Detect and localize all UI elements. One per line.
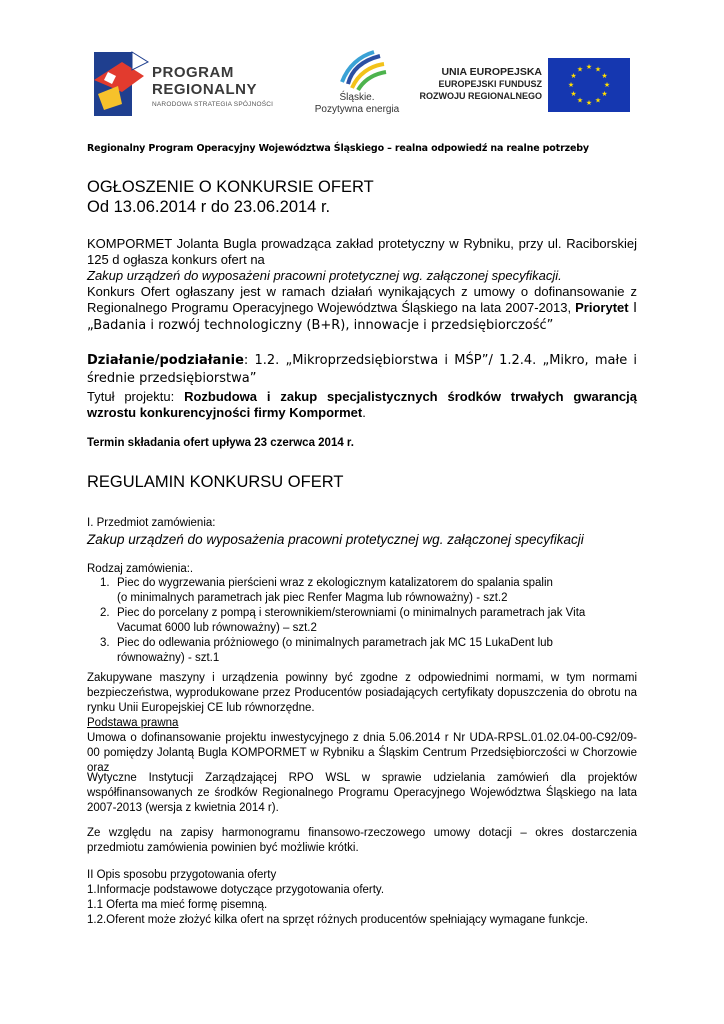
list-item-number: 1. bbox=[100, 577, 110, 589]
tagline: Regionalny Program Operacyjny Województwa Śląskiego – realna odpowiedź na realne potrzeby bbox=[87, 143, 589, 154]
legal-basis-agreement: Umowa o dofinansowanie projektu inwestycyjnego z dnia 5.06.2014 r Nr UDA-RPSL.01.02.04-00-C92/09-00 pomiędzy Jolantą Bugla KOMPORMET w Rybniku a Śląskim Centrum Przedsiębiorczości w Chorzowie oraz bbox=[87, 732, 637, 774]
order-type-label: Rodzaj zamówienia:. bbox=[87, 563, 194, 575]
action-label: Działanie/podziałanie bbox=[87, 353, 244, 368]
section1-title: I. Przedmiot zamówienia: bbox=[87, 517, 216, 529]
program-regionalny-logo bbox=[92, 50, 302, 120]
svg-text:★: ★ bbox=[601, 90, 608, 98]
list-item-line1: Piec do wygrzewania pierścieni wraz z ekologicznym katalizatorem do spalania spalin bbox=[117, 577, 553, 589]
regulations-title: REGULAMIN KONKURSU OFERT bbox=[87, 473, 344, 491]
project-title-paragraph bbox=[87, 389, 637, 421]
eu-logo-line3: ROZWOJU REGIONALNEGO bbox=[419, 91, 542, 101]
program-regionalny-emblem-icon bbox=[92, 50, 150, 118]
list-item-line2: (o minimalnych parametrach jak piec Renfer Magma lub równoważny) - szt.2 bbox=[117, 592, 508, 604]
program-logo-line1: PROGRAM bbox=[152, 64, 234, 81]
list-item bbox=[87, 636, 637, 666]
priority-text: I „Badania i rozwój technologiczny (B+R), innowacje i przedsiębiorczość” bbox=[87, 301, 637, 333]
legal-basis-label: Podstawa prawna bbox=[87, 717, 179, 729]
list-item-number: 2. bbox=[100, 607, 110, 619]
header-logos bbox=[0, 0, 724, 130]
svg-text:★: ★ bbox=[601, 72, 608, 80]
slaskie-logo bbox=[312, 48, 402, 118]
svg-text:★: ★ bbox=[603, 81, 611, 89]
project-title-end: . bbox=[362, 405, 366, 420]
announcement-dates: Od 13.06.2014 r do 23.06.2014 r. bbox=[87, 198, 331, 216]
action-text: : 1.2. „Mikroprzedsiębiorstwa i MŚP”/ 1.2.4. „Mikro, małe i średnie przedsiębiorstwa” bbox=[87, 353, 637, 386]
list-item-line2: równoważny) - szt.1 bbox=[117, 652, 220, 664]
project-title-label: Tytuł projektu: bbox=[87, 389, 185, 404]
action-paragraph bbox=[87, 352, 637, 388]
project-title: Rozbudowa i zakup specjalistycznych środków trwałych gwarancją wzrostu konkurencyjności firmy Kompormet bbox=[87, 389, 637, 420]
svg-text:★: ★ bbox=[576, 65, 584, 74]
intro-paragraph: KOMPORMET Jolanta Bugla prowadząca zakład protetyczny w Rybniku, przy ul. Raciborskiej 125 d ogłasza konkurs ofert na bbox=[87, 236, 637, 267]
svg-text:★: ★ bbox=[567, 81, 575, 89]
svg-text:★: ★ bbox=[576, 96, 584, 105]
list-item-line1: Piec do porcelany z pompą i sterownikiem/sterowniami (o minimalnych parametrach jak Vita bbox=[117, 607, 586, 619]
list-item-line2: Vacumat 6000 lub równoważny) – szt.2 bbox=[117, 622, 317, 634]
intro-program-paragraph bbox=[87, 284, 637, 334]
svg-text:★: ★ bbox=[585, 63, 593, 71]
section2-item: 1.Informacje podstawowe dotyczące przygotowania oferty. bbox=[87, 884, 385, 896]
section2-item: 1.2.Oferent może złożyć kilka ofert na sprzęt różnych producentów spełniający wymagane funkcje. bbox=[87, 914, 589, 926]
slaskie-logo-line1: Śląskie. bbox=[339, 92, 375, 103]
svg-text:★: ★ bbox=[585, 99, 593, 107]
section2-item: 1.1 Oferta ma mieć formę pisemną. bbox=[87, 899, 268, 911]
schedule-note: Ze względu na zapisy harmonogramu finansowo-rzeczowego umowy dotacji – okres dostarczenia przedmiotu zamówienia powinien być możliwie krótki. bbox=[87, 827, 637, 854]
program-logo-subtitle: NARODOWA STRATEGIA SPÓJNOŚCI bbox=[152, 101, 274, 108]
intro-program-text: Konkurs Ofert ogłaszany jest w ramach działań wynikających z umowy o dofinansowanie z Regionalnego Programu Operacyjnego Województwa Śląskiego na lata 2007-2013, bbox=[87, 284, 637, 315]
intro-subject: Zakup urządzeń do wyposażeni pracowni protetycznej wg. załączonej specyfikacji. bbox=[87, 268, 562, 283]
announcement-title: OGŁOSZENIE O KONKURSIE OFERT bbox=[87, 178, 374, 196]
deadline: Termin składania ofert upływa 23 czerwca 2014 r. bbox=[87, 437, 354, 449]
standards-paragraph: Zakupywane maszyny i urządzenia powinny być zgodne z odpowiednimi normami, w tym normami bezpieczeństwa, wyprodukowane przez Producentów posiadających certyfikaty dopuszczenia do obrotu na rynku Unii Europejskiej CE lub równorzędne. bbox=[87, 672, 637, 714]
eu-logo-line1: UNIA EUROPEJSKA bbox=[441, 66, 542, 78]
list-item-number: 3. bbox=[100, 637, 110, 649]
eu-logo bbox=[400, 56, 630, 116]
svg-text:★: ★ bbox=[594, 96, 602, 105]
legal-basis-guidelines: Wytyczne Instytucji Zarządzającej RPO WSL w sprawie udzielania zamówień dla projektów współfinansowanych ze środków Regionalnego Programu Operacyjnego Województwa Śląskiego na lata 2007-2013 (wersja z kwietnia 2014 r). bbox=[87, 772, 637, 814]
svg-text:★: ★ bbox=[570, 72, 577, 80]
section2-title: II Opis sposobu przygotowania oferty bbox=[87, 869, 277, 881]
slaskie-logo-line2: Pozytywna energia bbox=[314, 104, 400, 115]
list-item-line1: Piec do odlewania próżniowego (o minimalnych parametrach jak MC 15 LukaDent lub bbox=[117, 637, 553, 649]
list-item bbox=[87, 576, 637, 606]
eu-flag-icon bbox=[548, 58, 630, 112]
order-items-list bbox=[87, 576, 637, 666]
svg-text:★: ★ bbox=[570, 90, 577, 98]
program-logo-line2: REGIONALNY bbox=[152, 81, 258, 98]
section1-subject: Zakup urządzeń do wyposażenia pracowni protetycznej wg. załączonej specyfikacji bbox=[87, 532, 584, 547]
eu-logo-line2: EUROPEJSKI FUNDUSZ bbox=[438, 79, 542, 89]
list-item bbox=[87, 606, 637, 636]
svg-text:★: ★ bbox=[594, 65, 602, 74]
slaskie-waves-icon bbox=[328, 48, 388, 92]
priority-label: Priorytet bbox=[575, 300, 629, 315]
